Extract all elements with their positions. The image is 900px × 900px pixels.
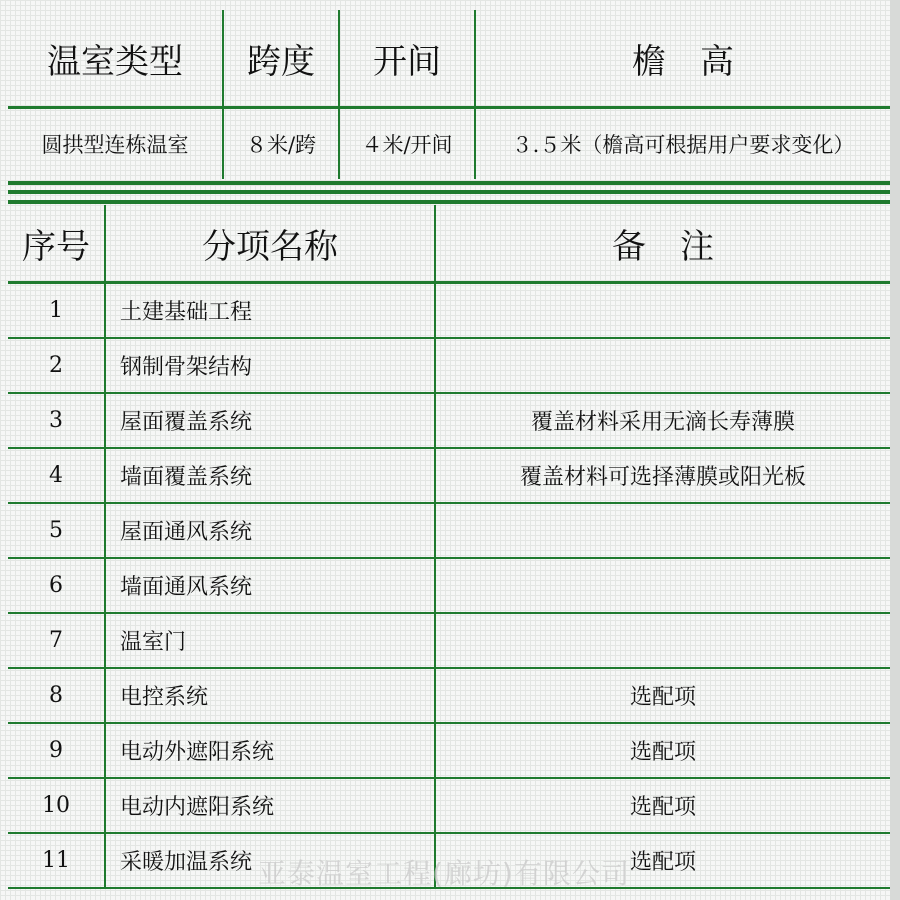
item-remark <box>435 558 890 613</box>
item-name: 电动外遮阳系统 <box>105 723 435 778</box>
item-serial-no: 1 <box>8 283 105 339</box>
item-remark: 选配项 <box>435 778 890 833</box>
item-serial-no: 10 <box>8 778 105 833</box>
item-remark <box>435 283 890 339</box>
spec-value-span: ８米/跨 <box>223 108 339 180</box>
item-name: 土建基础工程 <box>105 283 435 339</box>
component-items-table <box>8 205 890 889</box>
item-serial-no: 5 <box>8 503 105 558</box>
item-name: 墙面覆盖系统 <box>105 448 435 503</box>
table-row <box>8 393 890 448</box>
spec-header-eave-height: 檐 高 <box>475 10 890 108</box>
company-watermark: 亚泰温室工程(廊坊)有限公司 <box>258 857 630 890</box>
item-serial-no: 7 <box>8 613 105 668</box>
table-row <box>8 503 890 558</box>
table-row <box>8 448 890 503</box>
item-remark: 选配项 <box>435 723 890 778</box>
spec-value-row <box>8 108 890 180</box>
items-header-row <box>8 205 890 283</box>
item-remark <box>435 613 890 668</box>
page-shadow <box>890 0 900 900</box>
table-row <box>8 558 890 613</box>
item-serial-no: 2 <box>8 338 105 393</box>
spec-value-eave-height: ３.５米（檐高可根据用户要求变化） <box>511 133 855 157</box>
table-row <box>8 338 890 393</box>
item-remark: 覆盖材料可选择薄膜或阳光板 <box>435 448 890 503</box>
table-row <box>8 723 890 778</box>
item-remark: 选配项 <box>435 833 890 888</box>
separator-line <box>8 181 890 185</box>
item-remark <box>435 503 890 558</box>
spec-header-row <box>8 10 890 108</box>
item-serial-no: 8 <box>8 668 105 723</box>
item-serial-no: 9 <box>8 723 105 778</box>
item-name: 电动内遮阳系统 <box>105 778 435 833</box>
item-remark: 覆盖材料采用无滴长寿薄膜 <box>435 393 890 448</box>
item-remark <box>435 338 890 393</box>
table-row <box>8 778 890 833</box>
spec-header-span: 跨度 <box>223 10 339 108</box>
greenhouse-spec-table <box>8 10 890 179</box>
header-serial-no: 序号 <box>8 205 105 283</box>
item-serial-no: 3 <box>8 393 105 448</box>
table-row <box>8 613 890 668</box>
separator-line <box>8 200 890 204</box>
item-name: 钢制骨架结构 <box>105 338 435 393</box>
spec-header-type: 温室类型 <box>8 10 223 108</box>
spec-header-bay: 开间 <box>339 10 475 108</box>
item-name: 电控系统 <box>105 668 435 723</box>
item-remark: 选配项 <box>435 668 890 723</box>
item-serial-no: 4 <box>8 448 105 503</box>
item-serial-no: 11 <box>8 833 105 888</box>
item-name: 屋面覆盖系统 <box>105 393 435 448</box>
item-name: 墙面通风系统 <box>105 558 435 613</box>
spec-value-type: 圆拱型连栋温室 <box>8 108 223 180</box>
item-name: 采暖加温系统 <box>105 833 435 888</box>
spec-value-bay: ４米/开间 <box>339 108 475 180</box>
table-row <box>8 283 890 339</box>
item-name: 温室门 <box>105 613 435 668</box>
table-row <box>8 668 890 723</box>
separator-line <box>8 190 890 194</box>
header-remarks: 备 注 <box>435 205 890 283</box>
item-name: 屋面通风系统 <box>105 503 435 558</box>
header-item-name: 分项名称 <box>105 205 435 283</box>
item-serial-no: 6 <box>8 558 105 613</box>
